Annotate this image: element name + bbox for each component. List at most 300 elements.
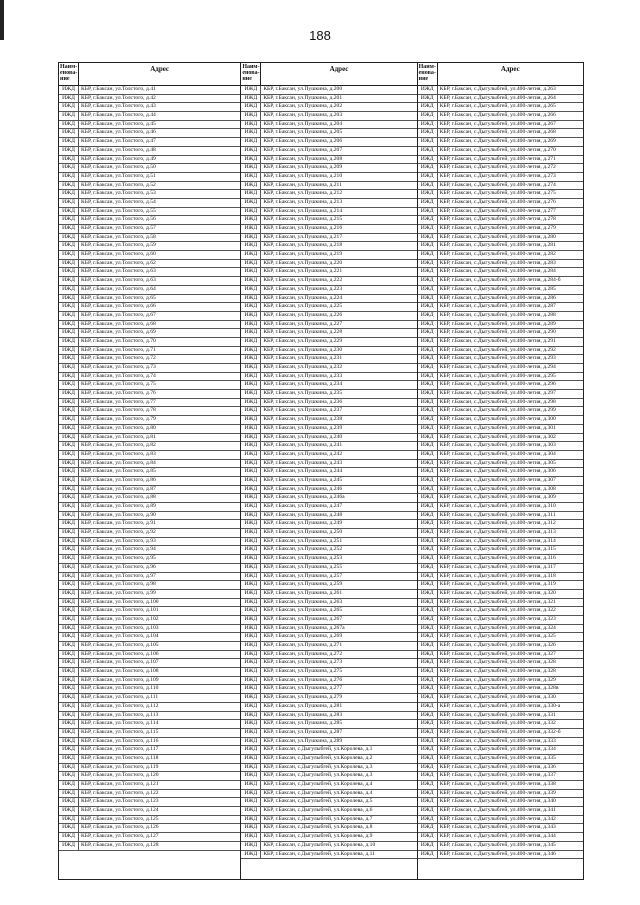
- table-row: [241, 764, 416, 773]
- table-row: [418, 416, 583, 425]
- cell-type: ИЖД: [418, 251, 438, 259]
- cell-address: КБР, г.Баксан, с.Дыгулыбгей, ул.400-летия, д.322: [439, 607, 556, 614]
- cell-type: ИЖД: [241, 268, 261, 276]
- cell-type: ИЖД: [418, 260, 438, 268]
- cell-type: ИЖД: [418, 329, 438, 337]
- cell-type: ИЖД: [241, 164, 261, 172]
- cell-address: КБР, г.Баксан, с.Дыгулыбгей, ул.400-летия, д.327: [439, 650, 556, 657]
- cell-type: ИЖД: [59, 173, 79, 181]
- table-row: [241, 738, 416, 747]
- cell-address: КБР, г.Баксан, ул.Толстого, д.96: [81, 563, 156, 570]
- cell-type: ИЖД: [241, 590, 261, 598]
- cell-type: ИЖД: [418, 312, 438, 320]
- cell-type: ИЖД: [59, 312, 79, 320]
- cell-type: ИЖД: [59, 399, 79, 407]
- table-row: [418, 129, 583, 138]
- cell-address: КБР, г.Баксан, ул.Пушкина, д.221: [263, 268, 343, 275]
- cell-type: ИЖД: [241, 138, 261, 146]
- cell-type: ИЖД: [59, 468, 79, 476]
- cell-type: ИЖД: [418, 781, 438, 789]
- table-row: [241, 86, 416, 95]
- table-row: [241, 590, 416, 599]
- table-row: [418, 95, 583, 104]
- cell-address: КБР, г.Баксан, ул.Пушкина, д.240: [263, 433, 343, 440]
- cell-address: КБР, г.Баксан, ул.Пушкина, д.212: [263, 190, 343, 197]
- table-row: [418, 277, 583, 286]
- table-row: [59, 451, 240, 460]
- cell-address: КБР, г.Баксан, ул.Пушкина, д.251: [263, 537, 343, 544]
- cell-address: КБР, г.Баксан, ул.Толстого, д.57: [81, 225, 156, 231]
- cell-address: КБР, г.Баксан, с.Дыгулыбгей, ул.400-летия, д.311: [439, 511, 556, 518]
- table-row: [241, 616, 416, 625]
- cell-type: ИЖД: [59, 842, 79, 850]
- cell-address: КБР, г.Баксан, с.Дыгулыбгей, ул.400-летия, д.324: [439, 624, 556, 631]
- table-row: [241, 677, 416, 686]
- table-row: [59, 407, 240, 416]
- table-row: [418, 520, 583, 529]
- table-row: [59, 772, 240, 781]
- table-row: [418, 607, 583, 616]
- cell-address: КБР, г.Баксан, с.Дыгулыбгей, ул.Королева, д.2: [263, 754, 373, 761]
- table-row: [241, 190, 416, 199]
- cell-type: ИЖД: [59, 86, 79, 94]
- cell-type: ИЖД: [418, 486, 438, 494]
- cell-address: КБР, г.Баксан, ул.Пушкина, д.267а: [263, 624, 345, 631]
- cell-type: ИЖД: [59, 807, 79, 815]
- cell-type: ИЖД: [59, 651, 79, 659]
- cell-address: КБР, г.Баксан, с.Дыгулыбгей, ул.Королева, д.8: [263, 824, 373, 831]
- cell-type: ИЖД: [418, 347, 438, 355]
- cell-type: ИЖД: [418, 824, 438, 832]
- cell-type: ИЖД: [241, 633, 261, 641]
- table-row: [241, 381, 416, 390]
- table-row: [241, 312, 416, 321]
- table-row: [59, 555, 240, 564]
- table-row: [241, 164, 416, 173]
- cell-address: КБР, г.Баксан, ул.Толстого, д.122: [81, 789, 159, 796]
- cell-address: КБР, г.Баксан, ул.Пушкина, д.202: [263, 103, 343, 110]
- cell-address: КБР, г.Баксан, с.Дыгулыбгей, ул.400-летия, д.273: [439, 172, 556, 179]
- cell-address: КБР, г.Баксан, ул.Толстого, д.112: [81, 702, 159, 709]
- table-row: [418, 642, 583, 651]
- cell-address: КБР, г.Баксан, ул.Толстого, д.101: [81, 607, 159, 614]
- table-row: [59, 798, 240, 807]
- cell-address: КБР, г.Баксан, ул.Толстого, д.128: [81, 841, 159, 848]
- table-row: [59, 564, 240, 573]
- table-row: [241, 486, 416, 495]
- cell-address: КБР, г.Баксан, ул.Толстого, д.72: [81, 355, 156, 362]
- cell-type: ИЖД: [418, 121, 438, 129]
- cell-address: КБР, г.Баксан, с.Дыгулыбгей, ул.400-летия, д.267: [439, 120, 556, 127]
- cell-type: ИЖД: [241, 581, 261, 589]
- table-row: [418, 199, 583, 208]
- cell-address: КБР, г.Баксан, ул.Толстого, д.102: [81, 615, 159, 622]
- cell-type: ИЖД: [241, 225, 261, 233]
- cell-type: ИЖД: [241, 242, 261, 250]
- cell-type: ИЖД: [418, 798, 438, 806]
- cell-address: КБР, г.Баксан, ул.Пушкина, д.230: [263, 346, 343, 353]
- table-row: [59, 677, 240, 686]
- cell-address: КБР, г.Баксан, ул.Пушкина, д.226: [263, 311, 343, 318]
- cell-address: КБР, г.Баксан, ул.Пушкина, д.239: [263, 424, 343, 431]
- cell-address: КБР, г.Баксан, ул.Толстого, д.108: [81, 668, 159, 675]
- cell-type: ИЖД: [59, 590, 79, 598]
- table-row: [241, 434, 416, 443]
- cell-address: КБР, г.Баксан, ул.Пушкина, д.214: [263, 207, 343, 214]
- cell-type: ИЖД: [418, 564, 438, 572]
- cell-type: ИЖД: [241, 390, 261, 398]
- cell-type: ИЖД: [418, 321, 438, 329]
- cell-address: КБР, г.Баксан, ул.Пушкина, д.242: [263, 450, 343, 457]
- cell-address: КБР, г.Баксан, ул.Пушкина, д.244: [263, 468, 343, 475]
- table-row: [241, 442, 416, 451]
- cell-address: КБР, г.Баксан, ул.Толстого, д.127: [81, 833, 159, 840]
- table-row: [418, 633, 583, 642]
- table-row: [241, 625, 416, 634]
- table-row: [241, 182, 416, 191]
- cell-type: ИЖД: [418, 764, 438, 772]
- cell-type: ИЖД: [59, 486, 79, 494]
- cell-type: ИЖД: [59, 242, 79, 250]
- table-row: [241, 746, 416, 755]
- table-row: [418, 364, 583, 373]
- cell-type: ИЖД: [59, 659, 79, 667]
- cell-type: ИЖД: [241, 573, 261, 581]
- cell-type: ИЖД: [59, 373, 79, 381]
- cell-address: КБР, г.Баксан, ул.Пушкина, д.283: [263, 711, 343, 718]
- cell-address: КБР, г.Баксан, ул.Толстого, д.45: [81, 120, 156, 127]
- table-row: [241, 668, 416, 677]
- cell-address: КБР, г.Баксан, ул.Толстого, д.105: [81, 642, 159, 648]
- cell-type: ИЖД: [59, 703, 79, 711]
- table-row: [241, 425, 416, 434]
- cell-type: ИЖД: [59, 364, 79, 372]
- cell-address: КБР, г.Баксан, ул.Пушкина, д.243: [263, 459, 343, 466]
- cell-type: ИЖД: [59, 381, 79, 389]
- cell-address: КБР, г.Баксан, ул.Толстого, д.63: [81, 277, 156, 284]
- table-row: [241, 807, 416, 816]
- table-row: [241, 546, 416, 555]
- cell-type: ИЖД: [241, 277, 261, 285]
- table-row: [418, 312, 583, 321]
- table-row: [241, 295, 416, 304]
- table-row: [59, 399, 240, 408]
- table-header: [59, 63, 240, 86]
- table-row: [418, 182, 583, 191]
- cell-type: ИЖД: [241, 720, 261, 728]
- cell-address: КБР, г.Баксан, ул.Пушкина, д.246: [263, 485, 343, 492]
- cell-type: ИЖД: [241, 86, 261, 94]
- cell-address: КБР, г.Баксан, ул.Толстого, д.63: [81, 268, 156, 275]
- table-row: [59, 251, 240, 260]
- cell-type: ИЖД: [59, 616, 79, 624]
- cell-address: КБР, г.Баксан, с.Дыгулыбгей, ул.400-летия, д.335: [439, 754, 556, 761]
- cell-address: КБР, г.Баксан, ул.Пушкина, д.289: [263, 737, 343, 744]
- cell-address: КБР, г.Баксан, ул.Толстого, д.52: [81, 181, 156, 188]
- cell-type: ИЖД: [59, 816, 79, 824]
- cell-address: КБР, г.Баксан, с.Дыгулыбгей, ул.Королева, д.3: [263, 772, 373, 779]
- cell-type: ИЖД: [241, 399, 261, 407]
- cell-type: ИЖД: [418, 460, 438, 468]
- table-row: [241, 234, 416, 243]
- cell-address: КБР, г.Баксан, с.Дыгулыбгей, ул.400-летия, д.269: [439, 138, 556, 145]
- table-row: [418, 546, 583, 555]
- cell-type: ИЖД: [59, 720, 79, 728]
- table-row: [59, 173, 240, 182]
- table-row: [241, 173, 416, 182]
- cell-type: ИЖД: [241, 373, 261, 381]
- table-row: [59, 225, 240, 234]
- table-row: [418, 295, 583, 304]
- cell-type: ИЖД: [418, 538, 438, 546]
- cell-type: ИЖД: [418, 642, 438, 650]
- header-address: Адрес: [329, 65, 349, 73]
- cell-type: ИЖД: [418, 520, 438, 528]
- cell-address: КБР, г.Баксан, ул.Пушкина, д.227: [263, 320, 343, 327]
- cell-type: ИЖД: [59, 182, 79, 190]
- table-row: [241, 416, 416, 425]
- cell-type: ИЖД: [59, 338, 79, 346]
- header-type: Наименование: [241, 63, 261, 85]
- cell-type: ИЖД: [59, 425, 79, 433]
- cell-type: ИЖД: [418, 746, 438, 754]
- table-row: [418, 86, 583, 95]
- cell-address: КБР, г.Баксан, ул.Пушкина, д.247: [263, 503, 343, 509]
- cell-address: КБР, г.Баксан, ул.Пушкина, д.250: [263, 529, 343, 536]
- table-row: [59, 216, 240, 225]
- cell-type: ИЖД: [418, 468, 438, 476]
- cell-type: ИЖД: [241, 295, 261, 303]
- cell-address: КБР, г.Баксан, ул.Пушкина, д.267: [263, 615, 343, 622]
- table-row: [59, 486, 240, 495]
- table-row: [418, 503, 583, 512]
- cell-type: ИЖД: [418, 807, 438, 815]
- cell-type: ИЖД: [59, 416, 79, 424]
- cell-type: ИЖД: [59, 112, 79, 120]
- table-row: [59, 442, 240, 451]
- table-row: [241, 703, 416, 712]
- table-row: [59, 477, 240, 486]
- cell-type: ИЖД: [241, 251, 261, 259]
- table-row: [418, 807, 583, 816]
- table-row: [59, 434, 240, 443]
- table-row: [241, 147, 416, 156]
- cell-type: ИЖД: [59, 234, 79, 242]
- cell-address: КБР, г.Баксан, с.Дыгулыбгей, ул.400-летия, д.299: [439, 407, 556, 414]
- cell-type: ИЖД: [59, 103, 79, 111]
- cell-type: ИЖД: [241, 625, 261, 633]
- cell-type: ИЖД: [241, 764, 261, 772]
- cell-address: КБР, г.Баксан, ул.Пушкина, д.261: [263, 589, 343, 596]
- cell-type: ИЖД: [418, 225, 438, 233]
- cell-address: КБР, г.Баксан, с.Дыгулыбгей, ул.400-летия, д.291: [439, 337, 556, 344]
- cell-type: ИЖД: [59, 581, 79, 589]
- table-row: [59, 729, 240, 738]
- cell-address: КБР, г.Баксан, с.Дыгулыбгей, ул.Королева, д.11: [263, 850, 376, 857]
- cell-address: КБР, г.Баксан, с.Дыгулыбгей, ул.400-летия, д.336: [439, 763, 556, 770]
- table-row: [59, 338, 240, 347]
- cell-type: ИЖД: [418, 164, 438, 172]
- cell-address: КБР, г.Баксан, с.Дыгулыбгей, ул.400-летия, д.309: [439, 494, 556, 501]
- table-row: [241, 260, 416, 269]
- cell-address: КБР, г.Баксан, ул.Пушкина, д.263: [263, 598, 343, 605]
- cell-address: КБР, г.Баксан, ул.Пушкина, д.201: [263, 94, 343, 101]
- table-row: [241, 494, 416, 503]
- cell-address: КБР, г.Баксан, с.Дыгулыбгей, ул.400-летия, д.264: [439, 94, 556, 101]
- table-row: [418, 712, 583, 721]
- cell-type: ИЖД: [59, 677, 79, 685]
- cell-type: ИЖД: [241, 694, 261, 702]
- table-row: [241, 399, 416, 408]
- table-row: [59, 86, 240, 95]
- cell-type: ИЖД: [59, 460, 79, 468]
- cell-address: КБР, г.Баксан, ул.Пушкина, д.211: [263, 181, 342, 188]
- cell-type: ИЖД: [241, 208, 261, 216]
- cell-address: КБР, г.Баксан, ул.Толстого, д.46: [81, 129, 156, 136]
- cell-type: ИЖД: [418, 295, 438, 303]
- cell-address: КБР, г.Баксан, с.Дыгулыбгей, ул.400-летия, д.287: [439, 303, 556, 310]
- cell-address: КБР, г.Баксан, ул.Пушкина, д.285: [263, 720, 343, 727]
- cell-address: КБР, г.Баксан, ул.Пушкина, д.281: [263, 702, 343, 709]
- cell-address: КБР, г.Баксан, ул.Толстого, д.121: [81, 781, 159, 787]
- cell-address: КБР, г.Баксан, ул.Пушкина, д.255: [263, 563, 343, 570]
- cell-type: ИЖД: [59, 156, 79, 164]
- cell-type: ИЖД: [418, 668, 438, 676]
- cell-address: КБР, г.Баксан, с.Дыгулыбгей, ул.Королева, д.4: [263, 781, 373, 787]
- table-row: [418, 434, 583, 443]
- cell-address: КБР, г.Баксан, ул.Толстого, д.117: [81, 746, 159, 753]
- table-row: [59, 121, 240, 130]
- table-row: [241, 781, 416, 790]
- cell-address: КБР, г.Баксан, с.Дыгулыбгей, ул.400-летия, д.317: [439, 563, 556, 570]
- cell-address: КБР, г.Баксан, с.Дыгулыбгей, ул.400-летия, д.300: [439, 416, 556, 423]
- cell-address: КБР, г.Баксан, ул.Толстого, д.84: [81, 459, 156, 466]
- cell-type: ИЖД: [241, 685, 261, 693]
- cell-type: ИЖД: [418, 112, 438, 120]
- cell-address: КБР, г.Баксан, с.Дыгулыбгей, ул.400-летия, д.276: [439, 198, 556, 205]
- cell-address: КБР, г.Баксан, с.Дыгулыбгей, ул.Королева, д.6: [263, 807, 373, 814]
- table-row: [241, 555, 416, 564]
- cell-address: КБР, г.Баксан, с.Дыгулыбгей, ул.400-летия, д.277: [439, 207, 556, 214]
- cell-type: ИЖД: [241, 651, 261, 659]
- cell-address: КБР, г.Баксан, с.Дыгулыбгей, ул.400-летия, д.303: [439, 442, 556, 449]
- cell-type: ИЖД: [418, 546, 438, 554]
- cell-address: КБР, г.Баксан, с.Дыгулыбгей, ул.400-летия, д.279: [439, 225, 556, 231]
- table-row: [241, 303, 416, 312]
- table-row: [418, 216, 583, 225]
- cell-type: ИЖД: [241, 416, 261, 424]
- cell-type: ИЖД: [418, 816, 438, 824]
- cell-address: КБР, г.Баксан, ул.Толстого, д.90: [81, 511, 156, 518]
- cell-address: КБР, г.Баксан, с.Дыгулыбгей, ул.Королева, д.4: [263, 789, 373, 796]
- cell-type: ИЖД: [59, 772, 79, 780]
- cell-type: ИЖД: [241, 807, 261, 815]
- cell-address: КБР, г.Баксан, с.Дыгулыбгей, ул.400-летия, д.292: [439, 346, 556, 353]
- table-row: [59, 694, 240, 703]
- cell-address: КБР, г.Баксан, ул.Толстого, д.83: [81, 450, 156, 457]
- cell-type: ИЖД: [418, 156, 438, 164]
- table-row: [59, 112, 240, 121]
- cell-type: ИЖД: [59, 434, 79, 442]
- cell-address: КБР, г.Баксан, ул.Толстого, д.71: [81, 346, 156, 353]
- cell-address: КБР, г.Баксан, ул.Толстого, д.110: [81, 685, 159, 692]
- cell-address: КБР, г.Баксан, с.Дыгулыбгей, ул.Королева, д.9: [263, 833, 373, 840]
- cell-address: КБР, г.Баксан, с.Дыгулыбгей, ул.400-летия, д.294: [439, 364, 556, 370]
- table-row: [418, 738, 583, 747]
- cell-address: КБР, г.Баксан, ул.Толстого, д.42: [81, 94, 156, 101]
- cell-address: КБР, г.Баксан, ул.Пушкина, д.248: [263, 511, 343, 518]
- cell-address: КБР, г.Баксан, с.Дыгулыбгей, ул.400-летия, д.307: [439, 476, 556, 483]
- cell-address: КБР, г.Баксан, ул.Пушкина, д.204: [263, 120, 343, 127]
- table-row: [241, 503, 416, 512]
- cell-address: КБР, г.Баксан, с.Дыгулыбгей, ул.400-летия, д.280: [439, 233, 556, 240]
- cell-address: КБР, г.Баксан, с.Дыгулыбгей, ул.400-летия, д.289: [439, 320, 556, 327]
- cell-type: ИЖД: [418, 355, 438, 363]
- cell-type: ИЖД: [418, 703, 438, 711]
- table-row: [241, 712, 416, 721]
- cell-address: КБР, г.Баксан, ул.Пушкина, д.232: [263, 364, 343, 370]
- cell-address: КБР, г.Баксан, с.Дыгулыбгей, ул.400-летия, д.296: [439, 381, 556, 388]
- table-row: [418, 303, 583, 312]
- cell-address: КБР, г.Баксан, ул.Пушкина, д.209: [263, 164, 343, 171]
- table-row: [241, 851, 416, 860]
- cell-type: ИЖД: [418, 755, 438, 763]
- table-row: [59, 103, 240, 112]
- cell-address: КБР, г.Баксан, ул.Толстого, д.60: [81, 251, 156, 258]
- table-row: [418, 529, 583, 538]
- table-row: [59, 242, 240, 251]
- table-row: [418, 581, 583, 590]
- page-number: 188: [309, 28, 331, 43]
- cell-address: КБР, г.Баксан, ул.Толстого, д.79: [81, 416, 156, 423]
- cell-type: ИЖД: [59, 781, 79, 789]
- table-row: [241, 824, 416, 833]
- cell-type: ИЖД: [241, 364, 261, 372]
- cell-address: КБР, г.Баксан, с.Дыгулыбгей, ул.400-летия, д.331: [439, 711, 556, 718]
- table-row: [418, 156, 583, 165]
- cell-address: КБР, г.Баксан, ул.Пушкина, д.241: [263, 442, 343, 449]
- table-row: [241, 103, 416, 112]
- cell-type: ИЖД: [241, 729, 261, 737]
- table-row: [241, 407, 416, 416]
- cell-address: КБР, г.Баксан, с.Дыгулыбгей, ул.400-летия, д.288: [439, 311, 556, 318]
- table-row: [241, 156, 416, 165]
- cell-address: КБР, г.Баксан, ул.Толстого, д.58: [81, 233, 156, 240]
- table-row: [241, 842, 416, 851]
- cell-type: ИЖД: [59, 208, 79, 216]
- table-row: [59, 642, 240, 651]
- cell-address: КБР, г.Баксан, ул.Пушкина, д.269: [263, 633, 343, 640]
- cell-type: ИЖД: [241, 746, 261, 754]
- table-row: [241, 121, 416, 130]
- cell-address: КБР, г.Баксан, ул.Толстого, д.106: [81, 650, 159, 657]
- cell-type: ИЖД: [59, 355, 79, 363]
- cell-address: КБР, г.Баксан, с.Дыгулыбгей, ул.Королева, д.7: [263, 815, 373, 822]
- cell-address: КБР, г.Баксан, с.Дыгулыбгей, ул.400-летия, д.283: [439, 259, 556, 266]
- table-row: [59, 546, 240, 555]
- cell-address: КБР, г.Баксан, ул.Толстого, д.120: [81, 772, 159, 779]
- cell-type: ИЖД: [418, 694, 438, 702]
- cell-address: КБР, г.Баксан, ул.Толстого, д.62: [81, 259, 156, 266]
- table-row: [241, 720, 416, 729]
- cell-type: ИЖД: [418, 625, 438, 633]
- cell-type: ИЖД: [241, 425, 261, 433]
- table-row: [241, 355, 416, 364]
- cell-address: КБР, г.Баксан, ул.Толстого, д.54: [81, 198, 156, 205]
- table-row: [241, 347, 416, 356]
- cell-type: ИЖД: [418, 182, 438, 190]
- table-row: [241, 112, 416, 121]
